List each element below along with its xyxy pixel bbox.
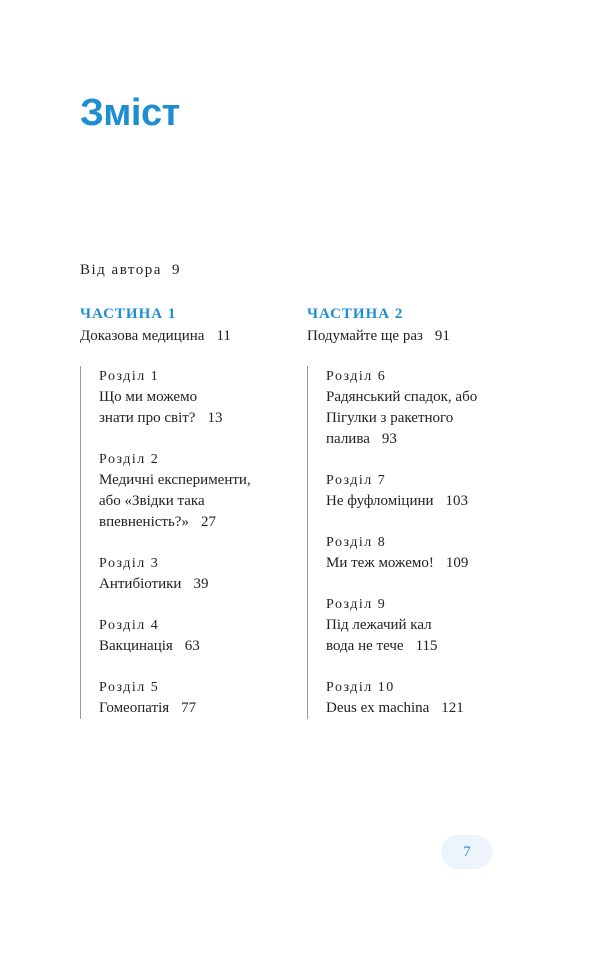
chapter-title: Ми теж можемо! xyxy=(326,555,434,571)
entry-title: Подумайте ще раз xyxy=(307,328,423,344)
chapter-page: 13 xyxy=(207,410,223,426)
chapter-list xyxy=(307,366,532,719)
chapter-title: Вакцинація xyxy=(99,638,173,654)
chapter-page: 121 xyxy=(441,700,464,716)
toc-entry-chapter-10[interactable] xyxy=(326,677,532,719)
part-label: ЧАСТИНА 1 xyxy=(80,306,177,322)
part-1-column xyxy=(80,304,305,719)
entry-page: 11 xyxy=(216,328,231,344)
chapter-title: Антибіотики xyxy=(99,576,182,592)
entry-page: 9 xyxy=(171,262,180,278)
chapter-label: Розділ 9 xyxy=(326,597,387,612)
chapter-title: Не фуфломіцини xyxy=(326,493,434,509)
toc-entry-part-1[interactable] xyxy=(80,326,305,346)
page-title: Зміст xyxy=(80,92,180,134)
toc-entry-chapter-6[interactable] xyxy=(326,366,532,450)
toc-entry-chapter-4[interactable] xyxy=(99,615,305,657)
chapter-label: Розділ 7 xyxy=(326,473,387,488)
chapter-label: Розділ 3 xyxy=(99,556,160,571)
chapter-title: Радянський спадок, або Пігулки з ракетного палива xyxy=(326,389,478,447)
toc-entry-part-2[interactable] xyxy=(307,326,532,346)
chapter-label: Розділ 6 xyxy=(326,369,387,384)
chapter-label: Розділ 8 xyxy=(326,535,387,550)
toc-entry-chapter-1[interactable] xyxy=(99,366,305,429)
entry-page: 91 xyxy=(434,328,450,344)
chapter-title: Що ми можемо знати про світ? xyxy=(99,389,198,426)
chapter-label: Розділ 1 xyxy=(99,369,160,384)
toc-entry-chapter-7[interactable] xyxy=(326,470,532,512)
chapter-page: 27 xyxy=(200,514,216,530)
part-2-column xyxy=(307,304,532,719)
chapter-label: Розділ 5 xyxy=(99,680,160,695)
page-number-badge: 7 xyxy=(441,835,493,869)
toc-entry-chapter-9[interactable] xyxy=(326,594,532,657)
chapter-title: Медичні експерименти, або «Звідки така впевненість?» xyxy=(99,472,251,530)
chapter-page: 109 xyxy=(445,555,469,571)
toc-entry-chapter-5[interactable] xyxy=(99,677,305,719)
chapter-title: Гомеопатія xyxy=(99,700,170,716)
part-label: ЧАСТИНА 2 xyxy=(307,306,404,322)
chapter-title: Deus ex machina xyxy=(326,700,430,716)
chapter-label: Розділ 4 xyxy=(99,618,160,633)
chapter-label: Розділ 10 xyxy=(326,680,395,695)
toc-entry-chapter-2[interactable] xyxy=(99,449,305,533)
chapter-page: 63 xyxy=(184,638,200,654)
toc-entry-author-note[interactable] xyxy=(80,262,179,279)
chapter-page: 115 xyxy=(415,638,438,654)
entry-title: Доказова медицина xyxy=(80,328,205,344)
chapter-label: Розділ 2 xyxy=(99,452,160,467)
chapter-page: 39 xyxy=(193,576,209,592)
chapter-page: 103 xyxy=(445,493,469,509)
chapter-page: 93 xyxy=(381,431,397,447)
toc-entry-chapter-3[interactable] xyxy=(99,553,305,595)
toc-entry-chapter-8[interactable] xyxy=(326,532,532,574)
entry-title: Від автора xyxy=(80,262,162,278)
chapter-title: Під лежачий кал вода не тече xyxy=(326,617,432,654)
chapter-list xyxy=(80,366,305,719)
chapter-page: 77 xyxy=(181,700,197,716)
